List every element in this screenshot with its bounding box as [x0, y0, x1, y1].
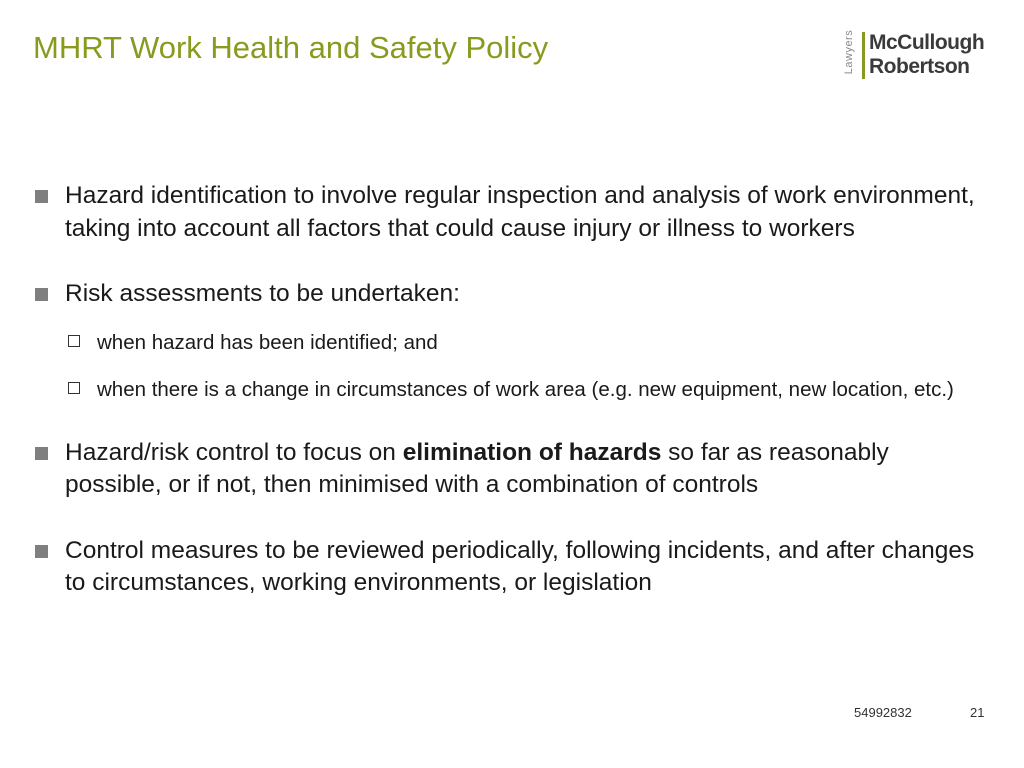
square-bullet-icon — [35, 447, 48, 460]
logo-name-line1: McCullough — [869, 31, 985, 54]
logo-lawyers-text: Lawyers — [843, 29, 855, 75]
sub-bullet-item — [33, 328, 983, 357]
bullet-text: Risk assessments to be undertaken: — [65, 280, 460, 307]
bullet-item — [33, 180, 983, 245]
slide-body — [33, 180, 983, 600]
firm-logo — [838, 30, 990, 82]
bullet-item — [33, 535, 983, 600]
logo-side-label — [838, 30, 860, 80]
bullet-text-before: Hazard/risk control to focus on — [65, 438, 403, 466]
hollow-square-bullet-icon — [68, 335, 80, 347]
sub-bullet-text: when there is a change in circumstances of work area (e.g. new equipment, new location, etc.) — [97, 377, 954, 401]
sub-bullet-item — [33, 375, 983, 404]
bullet-item — [33, 437, 983, 502]
bullet-item — [33, 278, 983, 311]
logo-divider — [862, 32, 865, 79]
page-number: 21 — [970, 705, 985, 720]
sub-bullet-text: when hazard has been identified; and — [97, 330, 438, 354]
square-bullet-icon — [35, 288, 48, 301]
bullet-text-after: so far as reasonably possible, or if not, then minimised with a combination of controls — [65, 438, 889, 498]
document-number: 54992832 — [854, 705, 912, 720]
square-bullet-icon — [35, 190, 48, 203]
slide-title: MHRT Work Health and Safety Policy — [33, 30, 549, 65]
hollow-square-bullet-icon — [68, 382, 80, 394]
bullet-text: Hazard identification to involve regular inspection and analysis of work environment, taking into account all factors that could cause injury or illness to workers — [65, 182, 975, 242]
bullet-text: Control measures to be reviewed periodically, following incidents, and after changes to circumstances, working environments, or legislation — [65, 536, 975, 596]
bullet-text-emphasis: elimination of hazards — [402, 438, 662, 466]
square-bullet-icon — [35, 545, 48, 558]
logo-name-line2: Robertson — [869, 55, 970, 78]
